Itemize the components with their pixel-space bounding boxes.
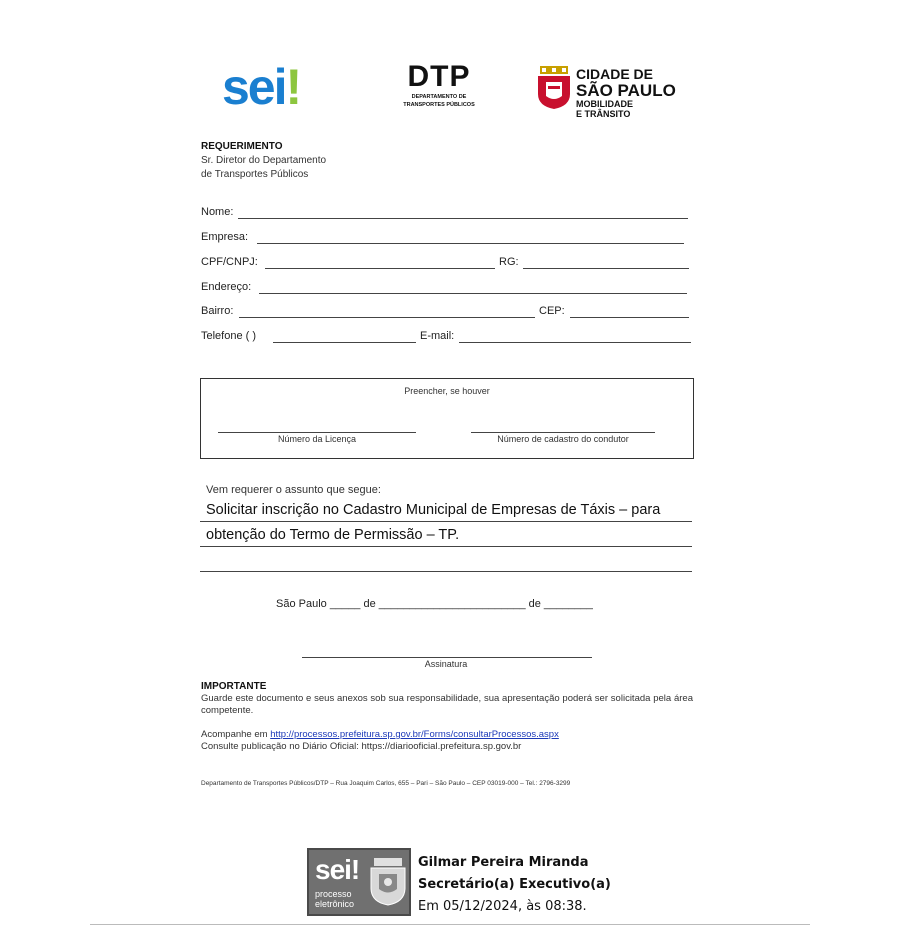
document-footer: Departamento de Transportes Públicos/DTP – Rua Joaquim Carlos, 655 – Pari – São Paulo – CEP 03019-000 – Tel.: 2796-3299 xyxy=(201,780,571,787)
sei-logo-exclamation: ! xyxy=(285,59,301,115)
dtp-logo-name: DTP xyxy=(407,60,471,93)
process-link[interactable]: http://processos.prefeitura.sp.gov.br/Forms/consultarProcessos.aspx xyxy=(270,729,559,740)
field-nome-line[interactable] xyxy=(238,218,688,219)
important-section xyxy=(201,681,693,753)
sei-stamp xyxy=(307,848,411,916)
field-bairro-label: Bairro: xyxy=(201,305,234,317)
requerimento-heading xyxy=(201,140,326,182)
field-email-line[interactable] xyxy=(459,342,691,343)
city-logo-line3: MOBILIDADE xyxy=(576,99,633,109)
requerimento-title: REQUERIMENTO xyxy=(201,141,283,152)
field-rg-label: RG: xyxy=(499,256,519,268)
field-cpf-label: CPF/CNPJ: xyxy=(201,256,258,268)
field-nome xyxy=(201,206,691,222)
city-crest-icon xyxy=(536,66,572,110)
request-underline-3 xyxy=(200,571,692,572)
license-number-label: Número da Licença xyxy=(277,434,357,444)
page-bottom-rule xyxy=(90,924,810,925)
license-number-line[interactable] xyxy=(218,432,416,433)
important-text: Guarde este documento e seus anexos sob sua responsabilidade, sua apresentação poderá ser solicitada pela área competente. xyxy=(201,693,693,716)
field-bairro-cep xyxy=(201,305,691,321)
date-line: São Paulo _____ de ________________________ de ________ xyxy=(276,598,593,610)
driver-registration-label: Número de cadastro do condutor xyxy=(497,434,629,444)
field-endereco-line[interactable] xyxy=(259,293,687,294)
signature-label: Assinatura xyxy=(424,659,468,669)
city-seal-icon xyxy=(369,858,407,906)
field-telefone-label: Telefone ( ) xyxy=(201,330,257,342)
sei-logo-text: sei xyxy=(222,59,286,115)
optional-fields-box xyxy=(200,378,694,459)
city-logo-line4: E TRÂNSITO xyxy=(576,109,631,119)
requerimento-line2: de Transportes Públicos xyxy=(201,169,309,180)
signature-line[interactable] xyxy=(302,657,592,658)
city-logo xyxy=(536,64,686,126)
signer-name: Gilmar Pereira Miranda xyxy=(418,855,589,870)
field-endereco xyxy=(201,281,691,297)
sei-logo xyxy=(222,59,301,115)
electronic-signer xyxy=(418,852,611,918)
follow-line xyxy=(201,729,693,741)
city-logo-line2: SÃO PAULO xyxy=(576,81,676,100)
follow-prefix: Acompanhe em xyxy=(201,729,271,740)
dtp-logo xyxy=(398,62,480,109)
field-rg-line[interactable] xyxy=(523,268,689,269)
field-cep-label: CEP: xyxy=(539,305,565,317)
field-telefone-line[interactable] xyxy=(273,342,416,343)
driver-registration-line[interactable] xyxy=(471,432,655,433)
field-email-label: E-mail: xyxy=(420,330,455,342)
request-underline-2 xyxy=(200,546,692,547)
field-cep-line[interactable] xyxy=(570,317,689,318)
field-cpf-line[interactable] xyxy=(265,268,495,269)
dtp-logo-subtitle-1: DEPARTAMENTO DE xyxy=(411,94,467,100)
signer-date: Em 05/12/2024, às 08:38. xyxy=(418,899,587,914)
requerimento-line1: Sr. Diretor do Departamento xyxy=(201,155,327,166)
field-empresa-label: Empresa: xyxy=(201,231,249,243)
field-nome-label: Nome: xyxy=(201,206,234,218)
request-line-1: Solicitar inscrição no Cadastro Municipal de Empresas de Táxis – para xyxy=(206,502,661,518)
stamp-sub2: eletrônico xyxy=(315,899,355,909)
field-empresa xyxy=(201,231,691,247)
city-logo-line1: CIDADE DE xyxy=(576,66,654,82)
important-title: IMPORTANTE xyxy=(201,681,267,692)
field-telefone-email xyxy=(201,330,693,346)
field-bairro-line[interactable] xyxy=(239,317,535,318)
stamp-sub1: processo xyxy=(315,889,352,899)
field-cpf-rg xyxy=(201,256,691,272)
request-line-2: obtenção do Termo de Permissão – TP. xyxy=(206,527,460,543)
request-underline-1 xyxy=(200,521,692,522)
dtp-logo-subtitle-2: TRANSPORTES PÚBLICOS xyxy=(403,102,475,109)
optional-box-hint: Preencher, se houver xyxy=(404,386,490,396)
request-intro: Vem requerer o assunto que segue: xyxy=(206,484,381,496)
field-endereco-label: Endereço: xyxy=(201,281,252,293)
signer-role: Secretário(a) Executivo(a) xyxy=(418,877,611,892)
official-journal-line: Consulte publicação no Diário Oficial: https://diariooficial.prefeitura.sp.gov.br xyxy=(201,741,522,752)
stamp-logo: sei! xyxy=(315,854,360,885)
field-empresa-line[interactable] xyxy=(257,243,684,244)
